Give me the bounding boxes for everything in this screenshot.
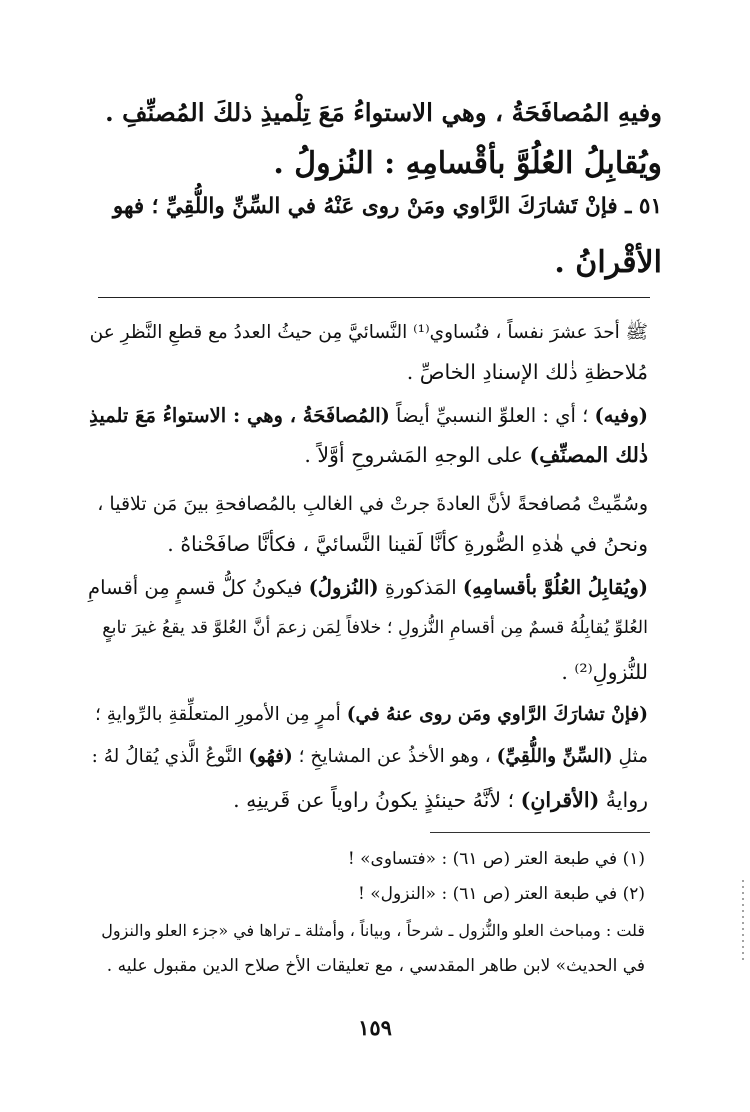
quoted-matn: (الأقرانِ) [520, 788, 600, 812]
commentary-line-9: للنُّزولِ⁽²⁾ . [561, 660, 648, 684]
commentary-line-12 [233, 788, 648, 812]
commentary-text: ، وهو الأخذُ عن المشايخِ ؛ [292, 746, 497, 767]
commentary-text: ؛ لأنَّهُ حينئذٍ يكونُ راوياً عن قَرينِهِ . [233, 788, 521, 812]
quoted-matn: (المُصافَحَةُ ، وهي : الاستواءُ مَعَ تلميذِ [89, 404, 390, 427]
quoted-matn: (النُزولُ) [308, 576, 379, 599]
footnote-divider [430, 832, 650, 833]
commentary-text: أمرٍ مِن الأمورِ المتعلِّقةِ بالرِّوايةِ ؛ [95, 704, 347, 725]
commentary-text: على الوجهِ المَشروحِ أوَّلاً . [304, 443, 530, 467]
commentary-line-6: ونحنُ في هٰذهِ الصُّورةِ كأنَّا لَقينا النَّسائيَّ ، فكأنَّا صافَحْناهُ . [167, 532, 648, 556]
section-divider [98, 297, 650, 298]
page-number: ١٥٩ [358, 1015, 392, 1040]
commentary-text: مثلِ [612, 746, 648, 767]
commentary-text: المَذكورةِ [378, 576, 463, 599]
quoted-matn: ذٰلك المصنِّفِ) [529, 443, 648, 467]
commentary-line-3 [89, 404, 648, 427]
commentary-line-4 [304, 443, 648, 467]
commentary-line-1: ﷺ أحدَ عشرَ نفساً ، فنُساوي⁽¹⁾ النَّسائيَّ مِن حيثُ العددُ مع قطعِ النَّظرِ عن [89, 322, 648, 343]
commentary-text: روايةُ [599, 788, 648, 812]
commentary-line-2: مُلاحظةِ ذٰلك الإسنادِ الخاصِّ . [406, 360, 648, 384]
quoted-matn: (وفيه) [594, 404, 648, 427]
footnote-2: (٢) في طبعة العتر (ص ٦١) : «النزول» ! [358, 884, 645, 904]
commentary-text: فيكونُ كلُّ قسمٍ مِن أقسامِ [88, 576, 309, 599]
commentary-text: النَّوعُ الَّذي يُقالُ لهُ : [91, 746, 249, 767]
commentary-line-10 [95, 704, 648, 725]
quoted-matn: (ويُقابِلُ العُلُوَّ بأقسامِهِ) [462, 576, 648, 599]
matn-line-1: وفيهِ المُصافَحَةُ ، وهي الاستواءُ مَعَ تِلْميذِ ذلكَ المُصنِّفِ . [105, 98, 662, 127]
matn-line-2: ويُقابِلُ العُلُوَّ بأقْسامِهِ : النُزولُ . [273, 146, 662, 181]
scan-edge-marks [742, 880, 744, 960]
quoted-matn: (فإنْ تشارَكَ الرَّاوي ومَن روى عنهُ في) [346, 704, 648, 725]
footnote-note-line-2: في الحديث» لابن طاهر المقدسي ، مع تعليقات الأخ صلاح الدين مقبول عليه . [106, 956, 645, 976]
commentary-line-5: وسُمِّيتْ مُصافحةً لأنَّ العادةَ جرتْ في الغالبِ بالمُصافحةِ بينَ مَن تلاقيا ، [97, 493, 648, 515]
commentary-line-7 [88, 576, 648, 599]
matn-line-4: الأقْرانُ . [554, 245, 662, 280]
quoted-matn: (فهُو) [248, 746, 293, 767]
footnote-1: (١) في طبعة العتر (ص ٦١) : «فتساوى» ! [347, 849, 645, 869]
commentary-text: ؛ أي : العلوِّ النسبيِّ أيضاً [389, 404, 595, 427]
commentary-line-8: العُلوِّ يُقابِلُهُ قسمٌ مِن أقسامِ النُّزولِ ؛ خلافاً لِمَن زعمَ أنَّ العُلوَّ قد يقعُ غيرَ تابعٍ [102, 618, 648, 638]
footnote-note-line-1: قلت : ومباحث العلو والنُّزول ـ شرحاً ، وبياناً ، وأمثلة ـ تراها في «جزء العلو والنزول [101, 921, 645, 940]
commentary-line-11 [92, 746, 648, 767]
quoted-matn: (السِّنِّ واللُّقِيِّ) [496, 746, 613, 767]
matn-line-3: ٥١ ـ فإنْ تَشارَكَ الرَّاوي ومَنْ روى عَنْهُ في السِّنِّ واللُّقِيِّ ؛ فهو [112, 194, 662, 219]
